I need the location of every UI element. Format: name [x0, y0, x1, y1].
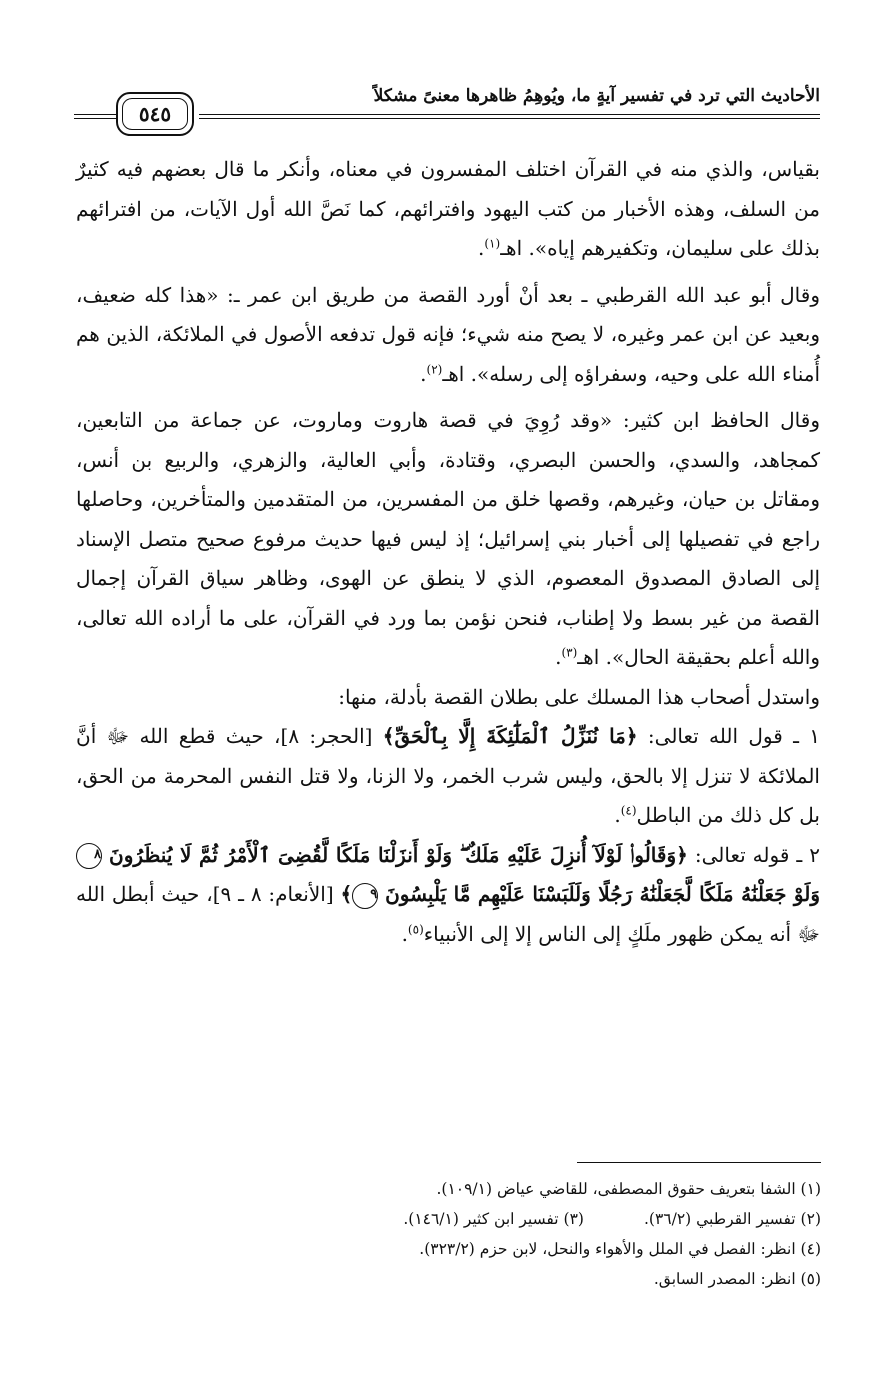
list-lead: ٢ ـ قوله تعالى:: [694, 842, 821, 867]
ayah-number-marker: ٩: [352, 883, 378, 909]
footnote-ref[interactable]: (٥): [407, 921, 424, 936]
footnote-item: (٥) انظر: المصدر السابق.: [653, 1270, 821, 1288]
list-lead: ١ ـ قول الله تعالى:: [647, 724, 821, 748]
footnote-ref[interactable]: (٤): [620, 803, 637, 818]
paragraph-text: واستدل أصحاب هذا المسلك على بطلان القصة بأدلة، منها:: [338, 684, 820, 709]
paragraph-text: وقال الحافظ ابن كثير: «وقد رُوِيَ في قصة هاروت وماروت، عن جماعة من التابعين، كمجاهد، والسدي، والحسن البصري، وقتادة، وأبي العالية، والزهري، والربيع بن أنس، ومقاتل بن حيان، وغيرهم، وقصها خلق من المفسرين، من المتقدمين والمتأخرين، وحاصلها راجع في تفصيلها إلى أخبار بني إسرائيل؛ إذ ليس فيها حديث مرفوع صحيح متصل الإسناد إلى الصادق المصدوق المعصوم، الذي لا ينطق عن الهوى، وظاهر سياق القرآن إجمال القصة من غير بسط ولا إطناب، فنحن نؤمن بما ورد في القرآن، على ما أراده الله تعالى، والله أعلم بحقيقة الحال». اهـ: [76, 408, 820, 669]
paragraph: ١ ـ قول الله تعالى: ﴿مَا نُنَزِّلُ ٱلْمَلَٰٓئِكَةَ إِلَّا بِٱلْحَقِّ﴾ [الحجر: ٨]، حيث قطع الله ﷻ أنَّ الملائكة لا تنزل إلا بالحق، وليس شرب الخمر، ولا الزنا، ولا قتل النفس المحرمة من الحق، بل كل ذلك من الباطل$^{(٤)}$.: [76, 724, 821, 827]
footnote-ref[interactable]: (٢): [426, 361, 443, 376]
quran-verse: ﴿مَا نُنَزِّلُ ٱلْمَلَٰٓئِكَةَ إِلَّا بِٱلْحَقِّ﴾: [382, 724, 638, 748]
footnote-ref[interactable]: (١): [484, 236, 501, 251]
paragraph-text: وقال أبو عبد الله القرطبي ـ بعد أنْ أورد القصة من طريق ابن عمر ـ: «هذا كله ضعيف، وبعيد عن ابن عمر وغيره، لا يصح منه شيء؛ فإنه قول تدفعه الأصول في الملائكة، الذين هم أُمناء الله على وحيه، وسفراؤه إلى رسله». اهـ: [76, 282, 820, 386]
paragraph-text: بقياس، والذي منه في القرآن اختلف المفسرون في معناه، وأنكر ما قال بعضهم فيه كثيرٌ من السلف، وهذه الأخبار من كتب اليهود وافترائهم، كما نَصَّ الله أول الآيات، من افترائهم بذلك على سليمان، وتكفيرهم إياه». اهـ: [76, 157, 820, 260]
footnote-separator: [577, 1162, 821, 1163]
paragraph-text: [الحجر: ٨]، حيث قطع الله ﷻ أنَّ الملائكة لا تنزل إلا بالحق، وليس شرب الخمر، ولا الزنا، ولا قتل النفس المحرمة من الحق، بل كل ذلك من الباطل: [76, 724, 820, 827]
header-rule: [199, 118, 820, 119]
footnote-item: (١) الشفا بتعريف حقوق المصطفى، للقاضي عياض (١٠٩/١).: [436, 1180, 821, 1198]
footnote-item: (٤) انظر: الفصل في الملل والأهواء والنحل، لابن حزم (٣٢٣/٢).: [419, 1240, 821, 1258]
body-text: [76, 150, 820, 954]
paragraph: ٢ ـ قوله تعالى: ﴿وَقَالُوا۟ لَوْلَآ أُنزِلَ عَلَيْهِ مَلَكٌ ۖ وَلَوْ أَنزَلْنَا مَلَكًا لَّقُضِىَ ٱلْأَمْرُ ثُمَّ لَا يُنظَرُونَ ٨ وَلَوْ جَعَلْنَٰهُ مَلَكًا لَّجَعَلْنَٰهُ رَجُلًا وَلَلَبَسْنَا عَلَيْهِم مَّا يَلْبِسُونَ ٩﴾ [الأنعام: ٨ ـ ٩]، حيث أبطل الله ﷻ أنه يمكن ظهور ملَكٍ إلى الناس إلا إلى الأنبياء$^{(٥)}$.: [76, 842, 821, 946]
header-rule: [199, 114, 820, 115]
header-rule-left: [74, 118, 116, 119]
page-number: ٥٤٥: [122, 98, 188, 130]
quran-verse: وَلَوْ جَعَلْنَٰهُ مَلَكًا لَّجَعَلْنَٰهُ رَجُلًا وَلَلَبَسْنَا عَلَيْهِم مَّا يَلْبِسُونَ: [385, 882, 821, 906]
paragraph: وقال الحافظ ابن كثير: «وقد رُوِيَ في قصة هاروت وماروت، عن جماعة من التابعين، كمجاهد، والسدي، والحسن البصري، وقتادة، وأبي العالية، والزهري، والربيع بن أنس، ومقاتل بن حيان، وغيرهم، وقصها خلق من المفسرين، من المتقدمين والمتأخرين، وحاصلها راجع في تفصيلها إلى أخبار بني إسرائيل؛ إذ ليس فيها حديث مرفوع صحيح متصل الإسناد إلى الصادق المصدوق المعصوم، الذي لا ينطق عن الهوى، وظاهر سياق القرآن إجمال القصة من غير بسط ولا إطناب، فنحن نؤمن بما ورد في القرآن، على ما أراده الله تعالى، والله أعلم بحقيقة الحال». اهـ$^{(٣)}$.: [76, 408, 820, 669]
chapter-title: الأحاديث التي ترد في تفسير آيةٍ ما، ويُوهِمُ ظاهرها معنىً مشكلاً: [373, 86, 820, 106]
running-header: [74, 82, 820, 138]
page-number-frame: [116, 92, 194, 136]
header-rule-left: [74, 114, 116, 115]
paragraph: [76, 678, 820, 718]
quran-verse: ﴿وَقَالُوا۟ لَوْلَآ أُنزِلَ عَلَيْهِ مَلَكٌ ۖ وَلَوْ أَنزَلْنَا مَلَكًا لَّقُضِىَ ٱلْأَمْرُ ثُمَّ لَا يُنظَرُونَ: [109, 842, 688, 867]
footnotes: [77, 1174, 821, 1294]
paragraph-text: [الأنعام: ٨ ـ ٩]، حيث أبطل الله ﷻ أنه يمكن ظهور ملَكٍ إلى الناس إلا إلى الأنبياء: [76, 882, 820, 946]
footnote-text: (٢) تفسير القرطبي (٣٦/٢).: [643, 1210, 821, 1228]
paragraph: وقال أبو عبد الله القرطبي ـ بعد أنْ أورد القصة من طريق ابن عمر ـ: «هذا كله ضعيف، وبعيد عن ابن عمر وغيره، لا يصح منه شيء؛ فإنه قول تدفعه الأصول في الملائكة، الذين هم أُمناء الله على وحيه، وسفراؤه إلى رسله». اهـ$^{(٢)}$.: [76, 282, 820, 386]
quran-bracket: ﴾: [340, 882, 353, 906]
footnote-ref[interactable]: (٣): [561, 645, 578, 660]
ayah-number-marker: ٨: [76, 843, 102, 869]
footnote-text: (٣) تفسير ابن كثير (١٤٦/١).: [403, 1210, 584, 1228]
paragraph: بقياس، والذي منه في القرآن اختلف المفسرون في معناه، وأنكر ما قال بعضهم فيه كثيرٌ من السلف، وهذه الأخبار من كتب اليهود وافترائهم، كما نَصَّ الله أول الآيات، من افترائهم بذلك على سليمان، وتكفيرهم إياه». اهـ$^{(١)}$.: [76, 157, 820, 260]
footnote-item: [77, 1204, 821, 1234]
